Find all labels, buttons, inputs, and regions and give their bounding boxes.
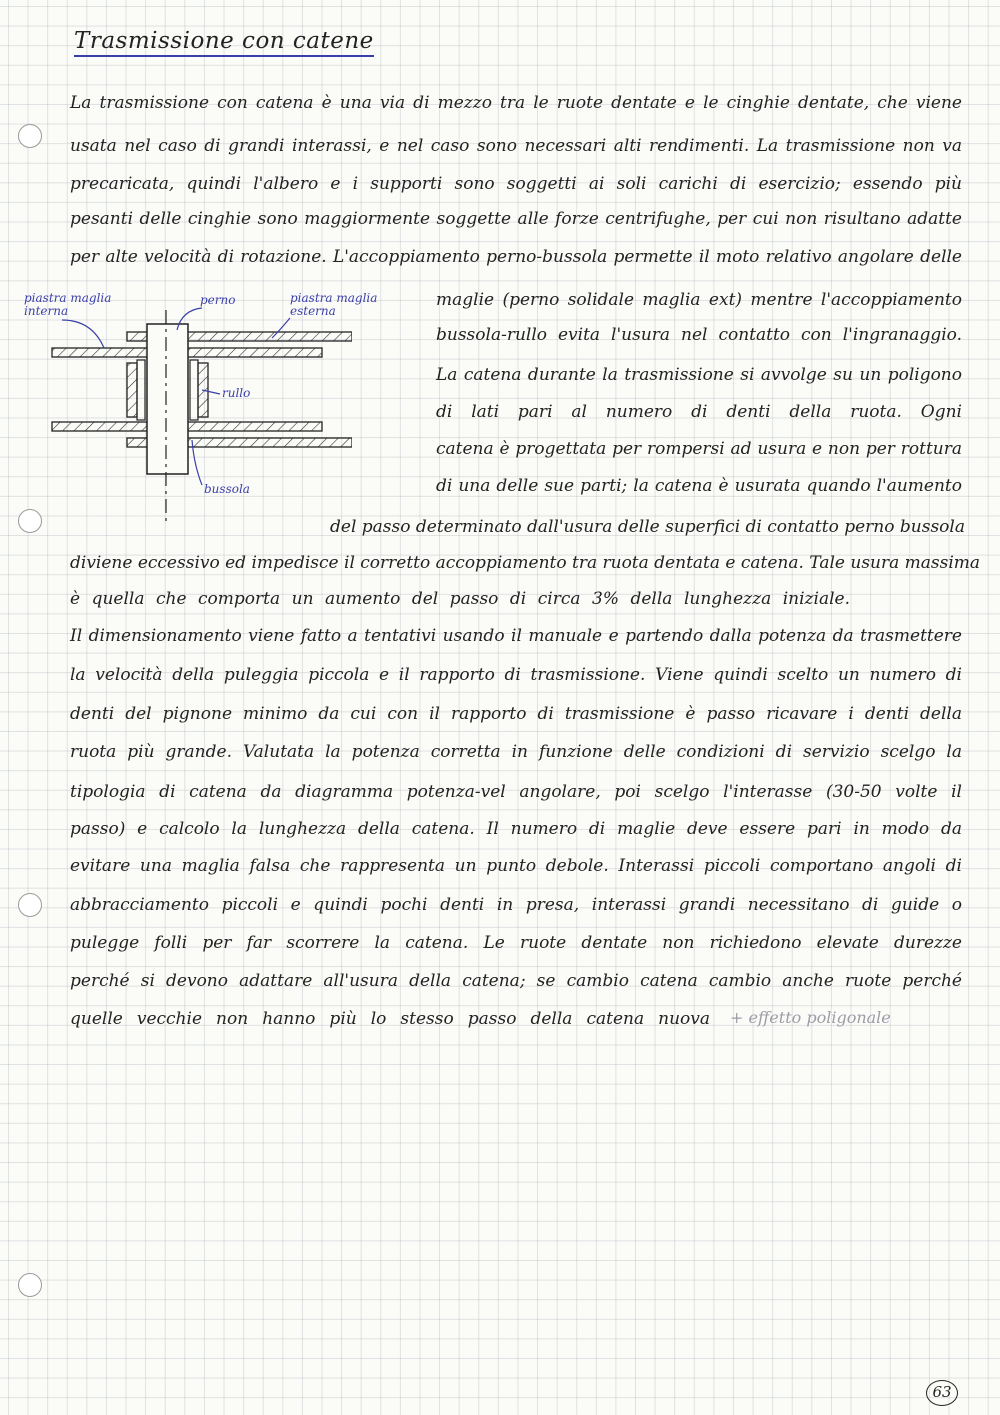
binder-hole <box>18 1273 42 1297</box>
text-line: usata nel caso di grandi interassi, e nel caso sono necessari alti rendimenti. La trasmissione non va <box>70 136 962 156</box>
text-line: catena è progettata per rompersi ad usura e non per rottura <box>436 439 962 459</box>
bushing-left <box>137 360 145 420</box>
text-line: diviene eccessivo ed impedisce il corretto accoppiamento tra ruota dentata e catena. Tale usura massima <box>70 553 981 573</box>
page-number: 63 <box>926 1380 958 1406</box>
text-line: abbracciamento piccoli e quindi pochi denti in presa, interassi grandi necessitano di guide o <box>70 895 962 915</box>
text-line: maglie (perno solidale maglia ext) mentre l'accoppiamento <box>436 290 962 310</box>
roller-left <box>127 363 137 417</box>
text-line: La catena durante la trasmissione si avvolge su un poligono <box>436 365 962 385</box>
text-line: bussola-rullo evita l'usura nel contatto con l'ingranaggio. <box>436 325 962 345</box>
text-line: tipologia di catena da diagramma potenza-vel angolare, poi scelgo l'interasse (30-50 volte il <box>70 782 962 802</box>
text-line: denti del pignone minimo da cui con il rapporto di trasmissione è passo ricavare i denti della <box>70 704 962 724</box>
text-line: di una delle sue parti; la catena è usurata quando l'aumento <box>436 476 962 496</box>
text-line: La trasmissione con catena è una via di mezzo tra le ruote dentate e le cinghie dentate, che viene <box>70 93 962 113</box>
text-line: Il dimensionamento viene fatto a tentativi usando il manuale e partendo dalla potenza da trasmettere <box>70 626 962 646</box>
text-line: pulegge folli per far scorrere la catena. Le ruote dentate non richiedono elevate durezze <box>70 933 962 953</box>
text-line: precaricata, quindi l'albero e i supporti sono soggetti ai soli carichi di esercizio; essendo più <box>70 174 962 194</box>
label-bushing: bussola <box>204 482 250 496</box>
text-line: del passo determinato dall'usura delle superfici di contatto perno bussola <box>330 517 965 537</box>
binder-hole <box>18 124 42 148</box>
bushing-right <box>190 360 198 420</box>
label-inner-plate: piastra maglia interna <box>24 291 112 318</box>
binder-hole <box>18 893 42 917</box>
text-line: passo) e calcolo la lunghezza della catena. Il numero di maglie deve essere pari in modo da <box>70 819 962 839</box>
text-line: di lati pari al numero di denti della ruota. Ogni <box>436 402 962 422</box>
text-line: ruota più grande. Valutata la potenza corretta in funzione delle condizioni di servizio scelgo la <box>70 742 962 762</box>
text-line: è quella che comporta un aumento del passo di circa 3% della lunghezza iniziale. <box>70 589 850 609</box>
label-outer-plate: piastra maglia esterna <box>290 291 378 318</box>
chain-link-diagram <box>22 290 352 530</box>
label-pin: perno <box>200 293 236 307</box>
text-line: per alte velocità di rotazione. L'accoppiamento perno-bussola permette il moto relativo angolare delle <box>70 247 962 267</box>
label-roller: rullo <box>222 386 251 400</box>
pin <box>147 324 188 474</box>
text-line: pesanti delle cinghie sono maggiormente soggette alle forze centrifughe, per cui non risultano adatte <box>70 209 962 229</box>
text-line: evitare una maglia falsa che rappresenta un punto debole. Interassi piccoli comportano angoli di <box>70 856 962 876</box>
text-line: la velocità della puleggia piccola e il rapporto di trasmissione. Viene quindi scelto un numero di <box>70 665 962 685</box>
page-title: Trasmissione con catene <box>74 28 374 57</box>
text-line: quelle vecchie non hanno più lo stesso passo della catena nuova <box>70 1009 710 1029</box>
text-line: perché si devono adattare all'usura della catena; se cambio catena cambio anche ruote perché <box>70 971 962 991</box>
added-note: + effetto poligonale <box>730 1008 891 1027</box>
